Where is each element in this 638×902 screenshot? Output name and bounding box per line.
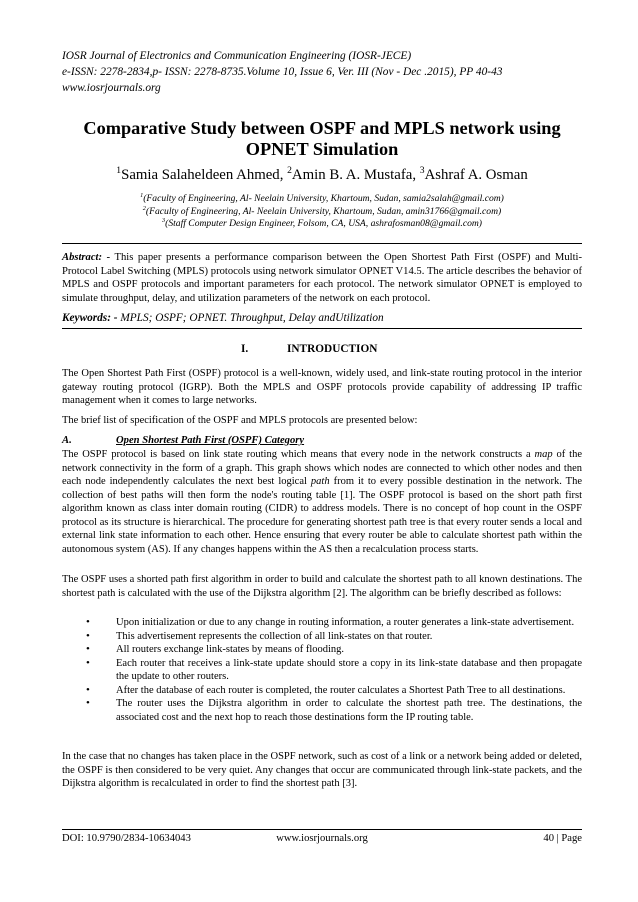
bullet-icon: • [86,643,90,655]
ospf-p1-path: path [310,476,330,487]
keywords [62,311,582,325]
affiliation-1-marker: 1 [140,191,144,199]
author-2-marker: 2 [287,165,292,177]
list-item-text: Each router that receives a link-state update should store a copy in its link-state database and then propagate the update to other routers. [116,657,582,682]
page-footer [62,832,582,846]
list-item-text: Upon initialization or due to any change in routing information, a router generates a link-state advertisement. [116,617,575,628]
paper-title [62,118,582,160]
affiliation-1-text: (Faculty of Engineering, Al- Neelain University, Khartoum, Sudan, samia2salah@gmail.com) [143,193,504,204]
author-2-name: Amin B. A. Mustafa, [291,167,420,183]
paper-title-line-2: OPNET Simulation [245,139,399,159]
journal-name: IOSR Journal of Electronics and Communication Engineering (IOSR-JECE) [62,50,412,62]
author-list [62,166,582,184]
list-item [62,630,582,644]
bullet-icon: • [86,629,90,642]
footer-rule [62,829,582,830]
abstract-label: Abstract: - [62,252,111,263]
list-item [62,684,582,698]
list-item-text: This advertisement represents the collection of all link-states on that router. [116,630,433,642]
keywords-bottom-rule [62,328,582,329]
affiliation-3-text: (Staff Computer Design Engineer, Folsom, CA, USA, ashrafosman08@gmail.com) [165,218,482,230]
footer-website: www.iosrjournals.org [276,833,368,844]
bullet-icon: • [86,616,90,628]
subsection-label: A. [62,435,72,446]
keywords-text: MPLS; OSPF; OPNET. Throughput, Delay andUtilization [117,312,384,324]
ospf-paragraph-3: In the case that no changes has taken place in the OSPF network, such as cost of a link or a network being added or deleted, the OSPF is then considered to be very quiet. Any changes that occur are communicated through link-state packets, and the Dijkstra algorithm is recalculated in order to find the shortest path [3]. [62,751,582,789]
list-item [62,616,582,630]
ospf-p1-map: map [534,449,553,460]
bullet-icon: • [86,697,90,709]
affiliation-list [62,193,582,231]
keywords-label: Keywords: - [62,312,118,324]
ospf-paragraph-1 [62,448,582,556]
ospf-p1-part-a: The OSPF protocol is based on link state routing which means that every node in the network constructs a [62,449,535,460]
affiliation-3-marker: 3 [162,217,166,224]
affiliation-1 [62,193,582,206]
journal-header [62,48,582,96]
bullet-icon: • [86,656,90,669]
list-item-text: The router uses the Dijkstra algorithm in order to calculate the shortest path tree. The destinations, the associated cost and the next hop to reach those destinations form the IP routing table. [116,698,582,723]
abstract-top-rule [62,243,582,244]
list-item [62,657,582,684]
author-1-name: Samia Salaheldeen Ahmed, [121,167,288,183]
author-3-marker: 3 [419,165,425,177]
section-title: INTRODUCTION [287,343,378,355]
journal-url: www.iosrjournals.org [62,82,161,94]
paper-title-line-1: Comparative Study between OSPF and MPLS network using [83,118,561,138]
author-1-marker: 1 [116,165,122,177]
ospf-p1-part-c: from it to every possible destination in the network. The collection of best paths will then form the node's routing table [1]. The OSPF protocol is based on the short path first algorithm known as class inter domain routing (CIDR) to address models. There is no concept of hop count in the OSPF protocol as its structure is hierarchical. The procedure for generating shortest path tree is that every router sends a local and external link state information to each other. Hence ensuring that every router be able to calculate shortest path within the autonomous system (AS). If any changes happens within the AS then a recalculation process starts. [62,476,582,555]
affiliation-2-marker: 2 [142,204,146,212]
journal-issn: e-ISSN: 2278-2834,p- ISSN: 2278-8735.Volume 10, Issue 6, Ver. III (Nov - Dec .2015), PP 40-43 [62,66,503,78]
abstract-text: This paper presents a performance comparison between the Open Shortest Path First (OSPF) and Multi-Protocol Label Switching (MPLS) protocols using network simulator OPNET V14.5. The article describes the behavior of MPLS and OSPF protocols and important parameters for each protocol. The network simulator OPNET is employed to simulate throughput, delay, and utilization parameters of the network on each protocol. [62,252,582,304]
affiliation-2 [62,206,582,219]
intro-paragraph-1: The Open Shortest Path First (OSPF) protocol is a well-known, widely used, and link-state routing protocol in the interior gateway routing protocol (IGRP). Both the MPLS and OSPF protocols provide capability of addressing IP traffic management when it comes to large networks. [62,368,582,406]
list-item-text: After the database of each router is completed, the router calculates a Shortest Path Tree to all destinations. [116,684,566,696]
dijkstra-steps-list [62,616,582,724]
ospf-p1-part-b: of the network connectivity in the form of a graph. This graph shows which nodes are connected to which other nodes and then each node independently calculates the next best logical [62,449,582,487]
affiliation-3 [62,218,582,231]
affiliation-2-text: (Faculty of Engineering, Al- Neelain University, Khartoum, Sudan, amin31766@gmail.com) [145,205,502,217]
subsection-title: Open Shortest Path First (OSPF) Category [116,435,305,446]
intro-paragraph-2: The brief list of specification of the OSPF and MPLS protocols are presented below: [62,415,418,426]
footer-doi: DOI: 10.9790/2834-10634043 [62,833,191,844]
list-item-text: All routers exchange link-states by means of flooding. [116,644,345,655]
list-item [62,697,582,724]
bullet-icon: • [86,683,90,696]
footer-page-number: 40 | Page [543,833,582,844]
ospf-paragraph-2: The OSPF uses a shorted path first algorithm in order to build and calculate the shortest path to all known destinations. The shortest path is calculated with the use of the Dijkstra algorithm [2]. The algorithm can be briefly described as follows: [62,574,582,599]
section-number: I. [241,343,249,355]
author-3-name: Ashraf A. Osman [424,167,528,183]
list-item [62,643,582,657]
abstract [62,251,582,305]
